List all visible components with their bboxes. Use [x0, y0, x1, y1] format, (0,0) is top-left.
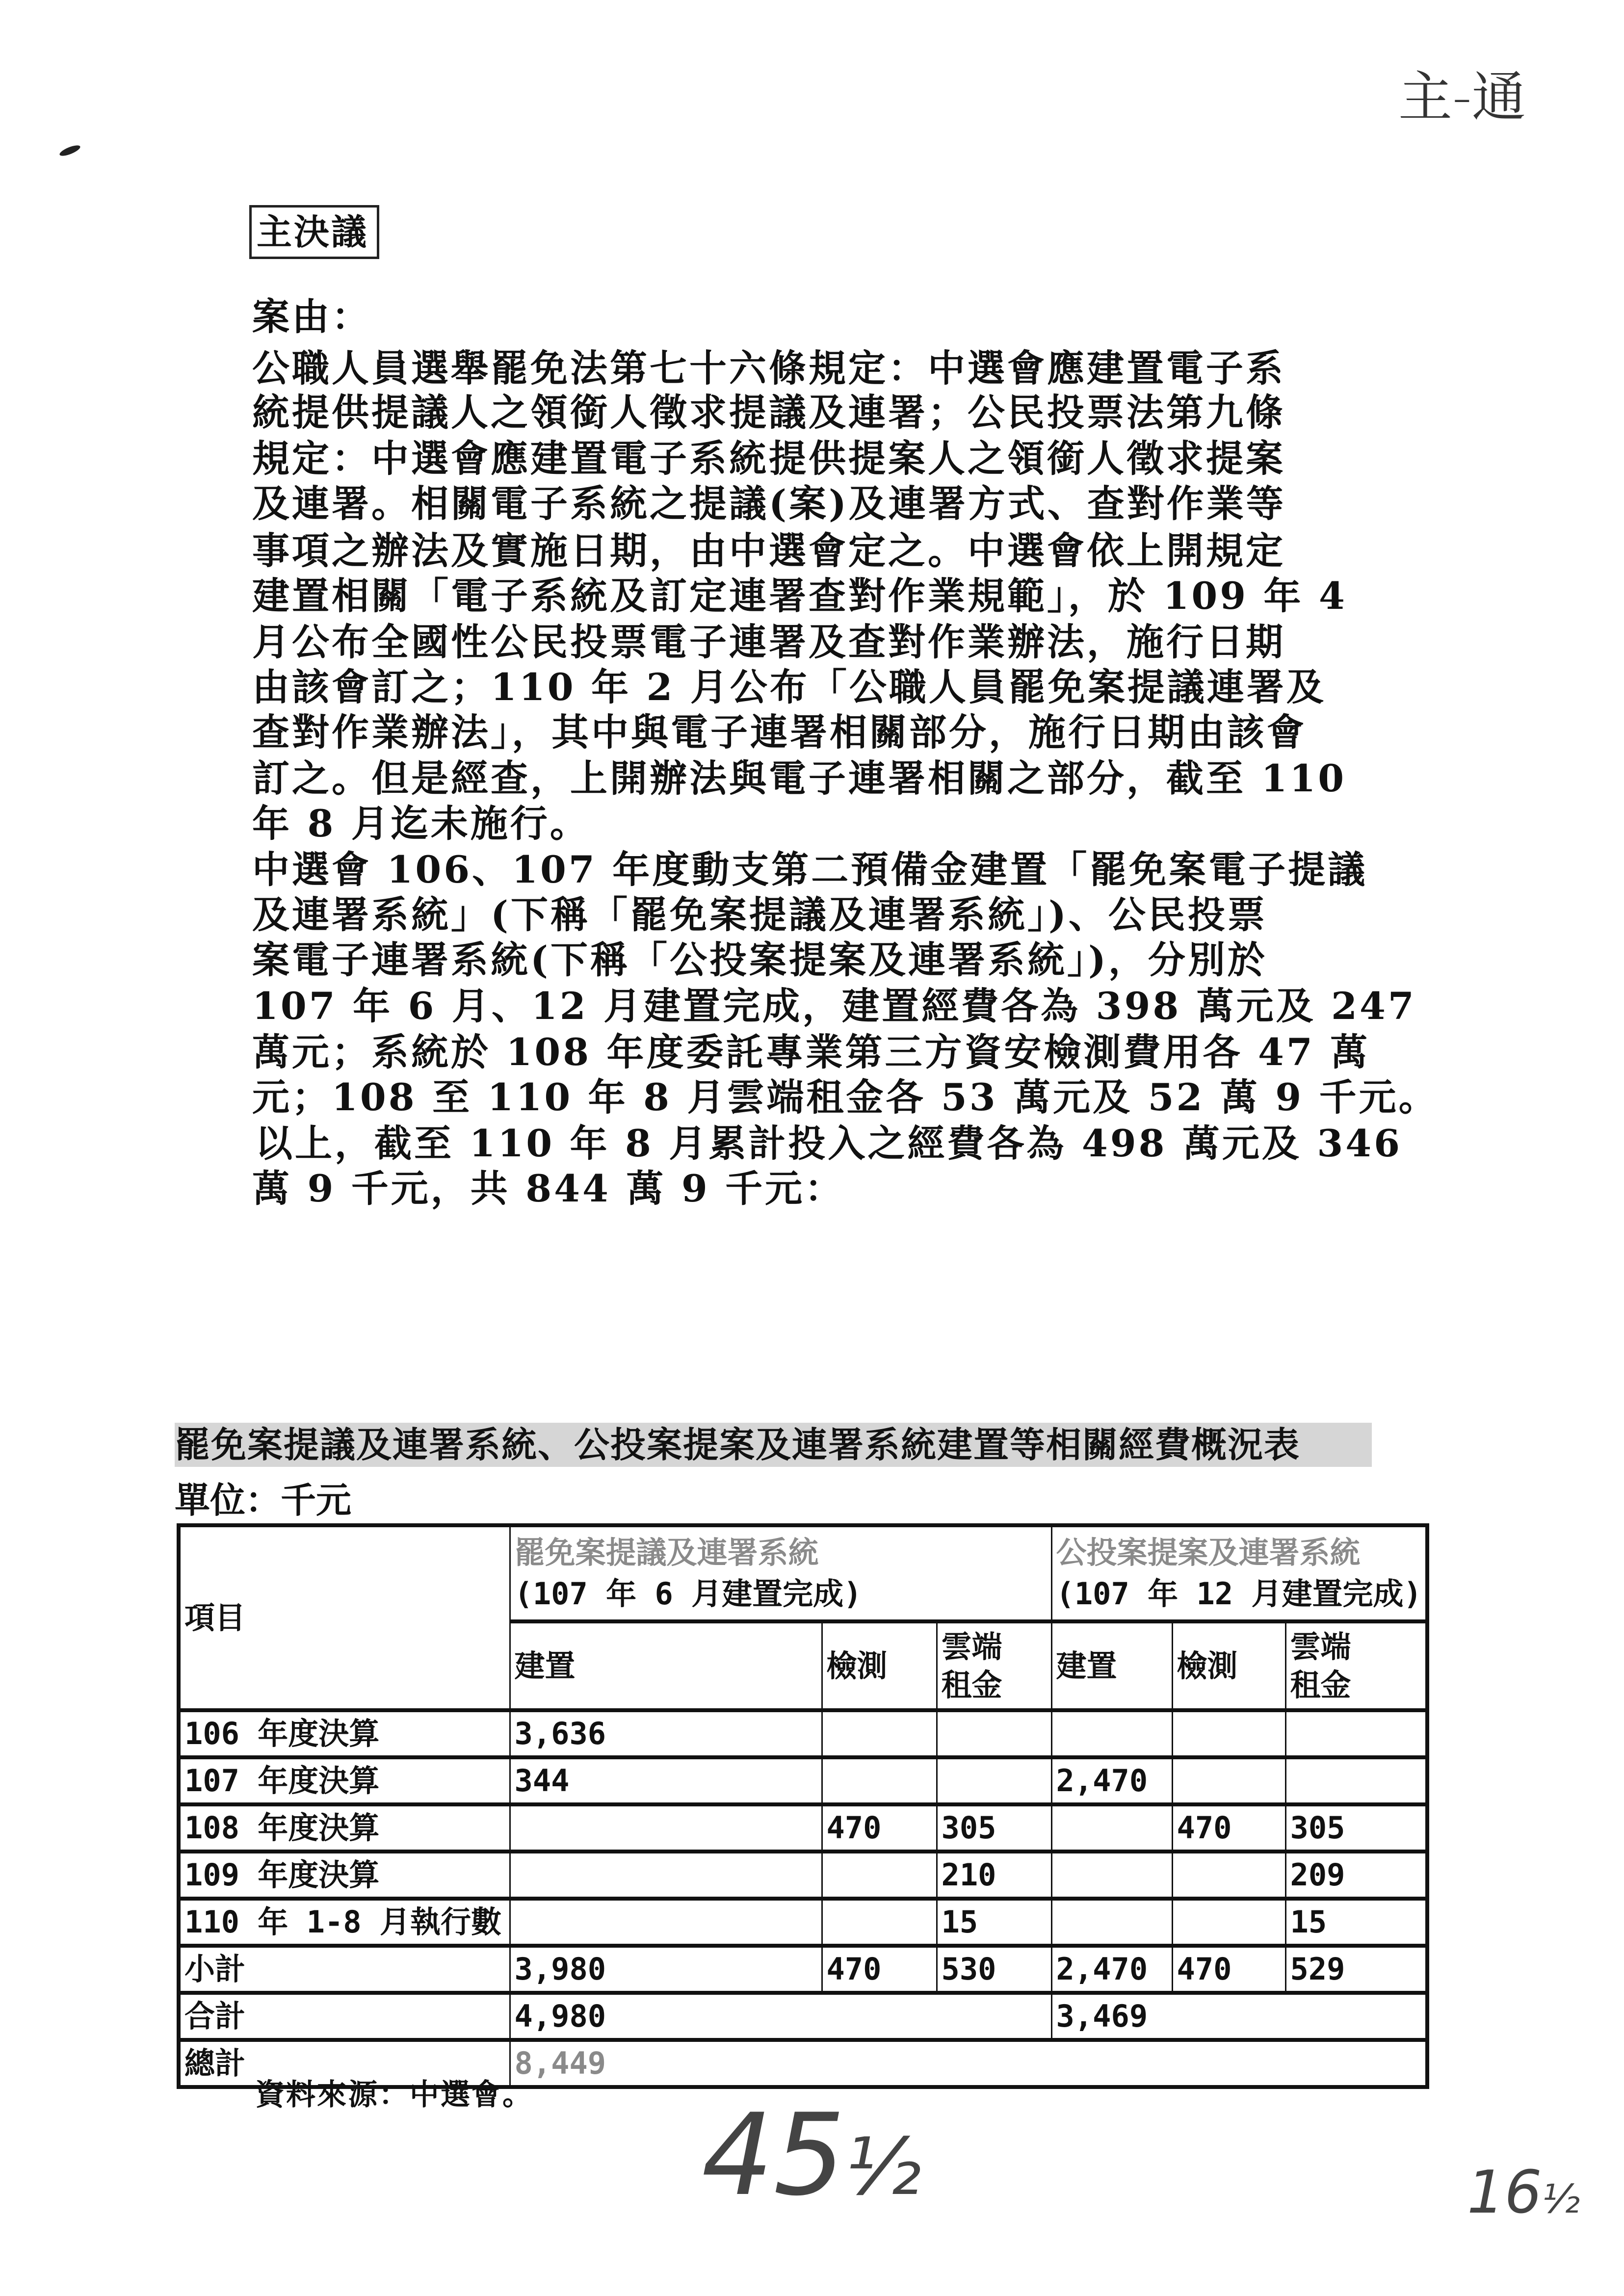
- paragraph-line: 以上，截至 110 年 8 月累計投入之經費各為 498 萬元及 346: [255, 1122, 1403, 1165]
- paragraph-line: 查對作業辦法」，其中與電子連署相關部分，施行日期由該會: [252, 710, 1307, 754]
- handwritten-note-top-right: 主-通: [1398, 66, 1526, 129]
- table-cell: [1051, 1852, 1172, 1899]
- section-label: 案由：: [252, 295, 371, 339]
- table-cell: [1172, 1852, 1285, 1899]
- table-unit: 單位：千元: [175, 1479, 352, 1521]
- grand-total-value: 8,449: [510, 2040, 1427, 2087]
- table-row: [179, 1899, 1427, 1946]
- paragraph-line: 年 8 月迄未施行。: [252, 802, 590, 845]
- paragraph-line: 107 年 6 月、12 月建置完成，建置經費各為 398 萬元及 247: [252, 984, 1416, 1028]
- table-cell: [510, 1852, 822, 1899]
- pen-mark: [58, 143, 81, 158]
- table-cell: 470: [1172, 1946, 1285, 1993]
- table-cell: 2,470: [1051, 1946, 1172, 1993]
- system-header-recall: [510, 1525, 1051, 1621]
- table-cell: [937, 1710, 1051, 1757]
- table-cell: [822, 1710, 937, 1757]
- table-cell: 470: [822, 1946, 937, 1993]
- table-cell: [1172, 1710, 1285, 1757]
- resolution-heading: 主決議: [249, 205, 379, 259]
- system-completed: (107 年 12 月建置完成): [1056, 1576, 1422, 1612]
- table-cell: [1051, 1899, 1172, 1946]
- handwritten-page-number-right: 16½: [1467, 2159, 1580, 2227]
- subheader-cloud-rent: [937, 1621, 1051, 1710]
- total-referendum: 3,469: [1051, 1993, 1427, 2040]
- table-cell: [1051, 1804, 1172, 1852]
- table-cell: 470: [822, 1804, 937, 1852]
- subheader-test: 檢測: [1172, 1621, 1285, 1710]
- system-header-referendum: [1051, 1525, 1427, 1621]
- table-cell: [822, 1757, 937, 1804]
- subheader-cloud-line2: 租金: [941, 1667, 1002, 1703]
- paragraph-line: 公職人員選舉罷免法第七十六條規定：中選會應建置電子系: [252, 346, 1285, 390]
- table-cell: [1172, 1757, 1285, 1804]
- subheader-cloud-line1: 雲端: [941, 1628, 1002, 1665]
- subheader-build: 建置: [1051, 1621, 1172, 1710]
- subheader-cloud-line2: 租金: [1290, 1667, 1351, 1703]
- paragraph-line: 統提供提議人之領銜人徵求提議及連署；公民投票法第九條: [252, 391, 1285, 434]
- table-cell: 3,980: [510, 1946, 822, 1993]
- table-cell: [1285, 1757, 1427, 1804]
- table-cell: 470: [1172, 1804, 1285, 1852]
- row-label: 110 年 1-8 月執行數: [179, 1899, 510, 1946]
- row-label: 107 年度決算: [179, 1757, 510, 1804]
- paragraph-line: 規定：中選會應建置電子系統提供提案人之領銜人徵求提案: [252, 437, 1285, 480]
- table-cell: [1285, 1710, 1427, 1757]
- system-name: 罷免案提議及連署系統: [514, 1535, 819, 1570]
- table-cell: 344: [510, 1757, 822, 1804]
- table-cell: 209: [1285, 1852, 1427, 1899]
- paragraph-line: 及連署系統」(下稱「罷免案提議及連署系統」)、公民投票: [252, 893, 1267, 937]
- paragraph-line: 元；108 至 110 年 8 月雲端租金各 53 萬元及 52 萬 9 千元。: [252, 1075, 1439, 1119]
- paragraph-line: 由該會訂之；110 年 2 月公布「公職人員罷免案提議連署及: [252, 665, 1326, 709]
- table-cell: 210: [937, 1852, 1051, 1899]
- subheader-cloud-rent: [1285, 1621, 1427, 1710]
- table-cell: 305: [937, 1804, 1051, 1852]
- table-row: [179, 1852, 1427, 1899]
- total-row: [179, 1993, 1427, 2040]
- table-row: [179, 1757, 1427, 1804]
- table-row: [179, 1946, 1427, 1993]
- paragraph-line: 萬 9 千元，共 844 萬 9 千元：: [252, 1167, 845, 1210]
- paragraph-line: 萬元；系統於 108 年度委託專業第三方資安檢測費用各 47 萬: [252, 1030, 1370, 1074]
- subheader-test: 檢測: [822, 1621, 937, 1710]
- table-cell: [822, 1899, 937, 1946]
- table-row: [179, 1710, 1427, 1757]
- table-cell: 15: [1285, 1899, 1427, 1946]
- paragraph-line: 月公布全國性公民投票電子連署及查對作業辦法，施行日期: [252, 620, 1285, 664]
- table-cell: 2,470: [1051, 1757, 1172, 1804]
- row-label: 108 年度決算: [179, 1804, 510, 1852]
- table-cell: 3,636: [510, 1710, 822, 1757]
- system-name: 公投案提案及連署系統: [1056, 1535, 1361, 1570]
- paragraph-line: 案電子連署系統(下稱「公投案提案及連署系統」)，分別於: [252, 938, 1267, 982]
- table-caption: 罷免案提議及連署系統、公投案提案及連署系統建置等相關經費概況表: [175, 1423, 1372, 1467]
- paragraph-line: 中選會 106、107 年度動支第二預備金建置「罷免案電子提議: [252, 848, 1368, 891]
- table-cell: 530: [937, 1946, 1051, 1993]
- table-cell: 305: [1285, 1804, 1427, 1852]
- table-cell: [1051, 1710, 1172, 1757]
- row-label: 109 年度決算: [179, 1852, 510, 1899]
- table-cell: [1172, 1899, 1285, 1946]
- row-label: 合計: [179, 1993, 510, 2040]
- paragraph-line: 及連署。相關電子系統之提議(案)及連署方式、查對作業等: [252, 482, 1286, 525]
- paragraph-line: 事項之辦法及實施日期，由中選會定之。中選會依上開規定: [252, 529, 1285, 573]
- table-cell: [822, 1852, 937, 1899]
- table-row: [179, 1804, 1427, 1852]
- system-completed: (107 年 6 月建置完成): [514, 1576, 862, 1612]
- subheader-build: 建置: [510, 1621, 822, 1710]
- table-cell: [937, 1757, 1051, 1804]
- table-cell: [510, 1804, 822, 1852]
- item-header: 項目: [179, 1525, 510, 1710]
- total-recall: 4,980: [510, 1993, 1051, 2040]
- table-cell: [510, 1899, 822, 1946]
- table-cell: 529: [1285, 1946, 1427, 1993]
- row-label: 106 年度決算: [179, 1710, 510, 1757]
- row-label: 小計: [179, 1946, 510, 1993]
- subheader-cloud-line1: 雲端: [1290, 1628, 1351, 1665]
- paragraph-line: 建置相關「電子系統及訂定連署查對作業規範」，於 109 年 4: [252, 574, 1347, 618]
- data-source-note: 資料來源：中選會。: [255, 2078, 533, 2112]
- table-cell: 15: [937, 1899, 1051, 1946]
- paragraph-line: 訂之。但是經查，上開辦法與電子連署相關之部分，截至 110: [252, 757, 1347, 800]
- handwritten-page-number-center: 45½: [702, 2090, 921, 2221]
- funding-table: [177, 1523, 1429, 2089]
- row-label: 總計: [179, 2040, 510, 2087]
